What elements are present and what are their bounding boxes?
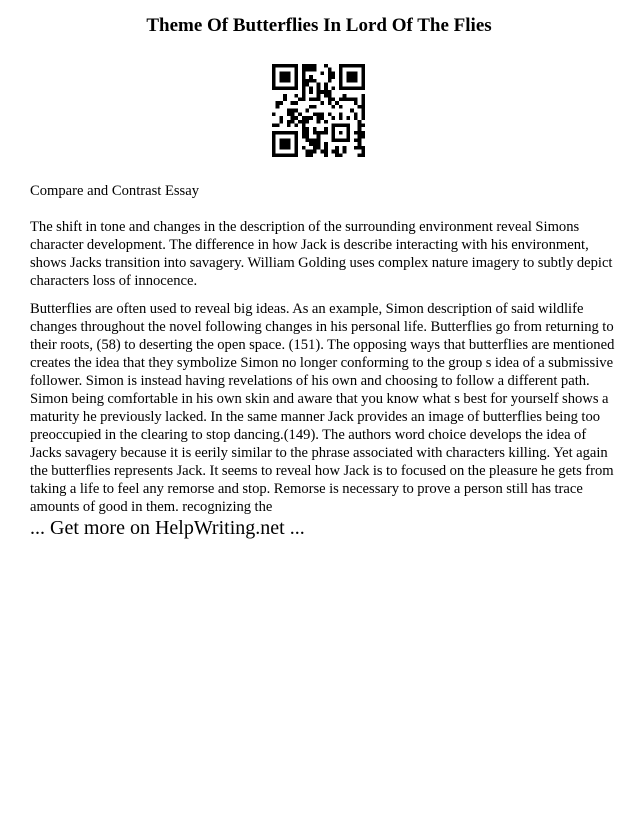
essay-type-label: Compare and Contrast Essay xyxy=(30,183,200,199)
paragraph-2: Butterflies are often used to reveal big ideas. As an example, Simon description of said wildlife changes throughout the novel following changes in his personal life. Butterflies go from returning to their roots, (58) to deserting the open space. (151). The opposing ways that butterflies are mentioned creates the idea that they symbolize Simon no longer conforming to the group s idea of a submissive follower. Simon is instead having revelations of his own and choosing to follow a different path. Simon being comfortable in his own skin and aware that you know what s best for yourself shows a maturity he previously lacked. In the same manner Jack provides an image of butterflies being too preoccupied in the clearing to stop dancing.(149). The authors word choice develops the idea of Jacks savagery because it is eerily similar to the phrase associated with characters killing. Yet again the butterflies represents Jack. It seems to reveal how Jack is to focused on the pleasure he gets from taking a life to feel any remorse and stop. Remorse is necessary to prove a person still has trace amounts of good in them. recognizing the xyxy=(30,301,615,515)
qr-code-icon xyxy=(272,64,365,157)
get-more-link[interactable]: ... Get more on HelpWriting.net ... xyxy=(30,517,305,539)
paragraph-1: The shift in tone and changes in the description of the surrounding environment reveal Simons character development. The difference in how Jack is describe interacting with his environment, shows Jacks transition into savagery. William Golding uses complex nature imagery to subtly depict characters loss of innocence. xyxy=(30,219,613,289)
document-title: Theme Of Butterflies In Lord Of The Flies xyxy=(146,15,492,36)
